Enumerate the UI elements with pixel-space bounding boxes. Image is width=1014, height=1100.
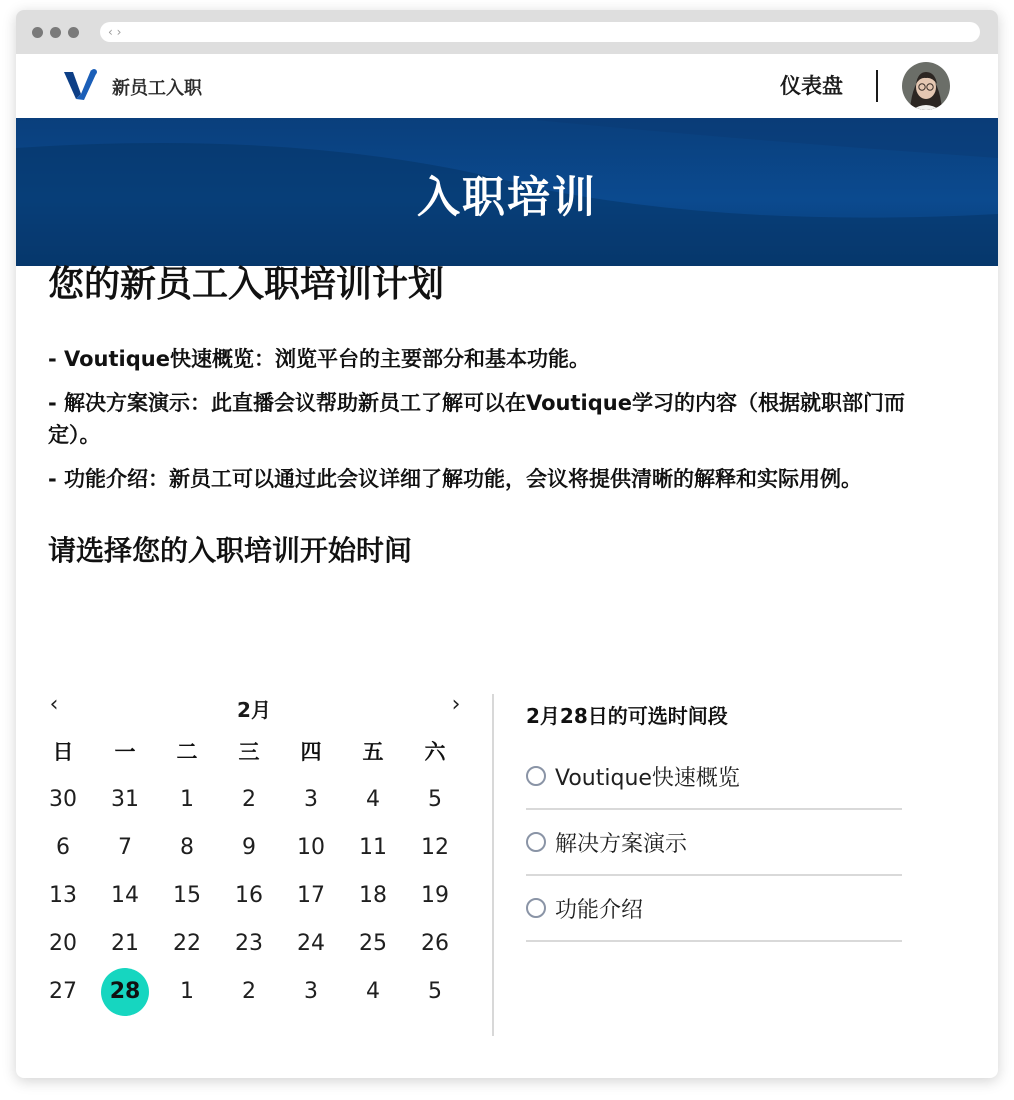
day-number: 28 bbox=[101, 968, 149, 1016]
calendar-day-selected[interactable] bbox=[94, 968, 156, 1016]
calendar-day[interactable] bbox=[280, 968, 342, 1016]
day-number: 15 bbox=[173, 883, 201, 908]
calendar bbox=[48, 688, 476, 1036]
day-number: 30 bbox=[49, 787, 77, 812]
radio-button[interactable] bbox=[526, 766, 546, 786]
day-number: 9 bbox=[242, 835, 256, 860]
calendar-day[interactable] bbox=[404, 872, 466, 920]
calendar-day[interactable] bbox=[280, 920, 342, 968]
calendar-day[interactable] bbox=[280, 872, 342, 920]
calendar-header bbox=[48, 688, 476, 728]
address-bar[interactable] bbox=[100, 22, 980, 42]
day-number: 23 bbox=[235, 931, 263, 956]
day-number: 27 bbox=[49, 979, 77, 1004]
slot-option[interactable] bbox=[526, 876, 902, 942]
calendar-day[interactable] bbox=[156, 872, 218, 920]
day-number: 24 bbox=[297, 931, 325, 956]
plan-item: - 功能介绍：新员工可以通过此会议详细了解功能，会议将提供清晰的解释和实际用例。 bbox=[48, 467, 863, 491]
page-title: 您的新员工入职培训计划 bbox=[48, 264, 445, 305]
plan-section bbox=[48, 256, 938, 569]
day-number: 22 bbox=[173, 931, 201, 956]
hero-banner bbox=[16, 118, 998, 266]
day-number: 14 bbox=[111, 883, 139, 908]
day-number: 10 bbox=[297, 835, 325, 860]
calendar-day[interactable] bbox=[156, 776, 218, 824]
calendar-day[interactable] bbox=[342, 872, 404, 920]
day-number: 20 bbox=[49, 931, 77, 956]
day-number: 31 bbox=[111, 787, 139, 812]
calendar-day[interactable] bbox=[32, 968, 94, 1016]
window-dot-icon[interactable] bbox=[68, 27, 79, 38]
top-navigation bbox=[16, 54, 998, 118]
chevron-right-icon[interactable]: › bbox=[451, 692, 461, 717]
browser-chrome bbox=[16, 10, 998, 54]
weekday-label: 三 bbox=[238, 740, 260, 764]
day-number: 13 bbox=[49, 883, 77, 908]
calendar-day[interactable] bbox=[218, 920, 280, 968]
day-number: 25 bbox=[359, 931, 387, 956]
calendar-day[interactable] bbox=[218, 776, 280, 824]
weekday-label: 日 bbox=[52, 740, 74, 764]
calendar-day[interactable] bbox=[280, 824, 342, 872]
day-number: 3 bbox=[304, 787, 318, 812]
v-logo-icon[interactable] bbox=[62, 68, 98, 102]
day-number: 1 bbox=[180, 979, 194, 1004]
window-dot-icon[interactable] bbox=[32, 27, 43, 38]
day-number: 3 bbox=[304, 979, 318, 1004]
vertical-divider bbox=[492, 694, 494, 1036]
day-number: 19 bbox=[421, 883, 449, 908]
weekday-label: 二 bbox=[176, 740, 198, 764]
time-slots bbox=[526, 700, 902, 942]
weekday-label: 六 bbox=[424, 740, 446, 764]
day-number: 2 bbox=[242, 787, 256, 812]
calendar-day[interactable] bbox=[404, 920, 466, 968]
day-number: 4 bbox=[366, 979, 380, 1004]
calendar-day[interactable] bbox=[156, 824, 218, 872]
calendar-day[interactable] bbox=[218, 824, 280, 872]
slot-option[interactable] bbox=[526, 810, 902, 876]
dashboard-link[interactable]: 仪表盘 bbox=[780, 74, 843, 98]
calendar-month: 2月 bbox=[237, 698, 271, 722]
plan-item: - 解决方案演示：此直播会议帮助新员工了解可以在Voutique学习的内容（根据就职部门而定）。 bbox=[48, 391, 905, 447]
day-number: 11 bbox=[359, 835, 387, 860]
day-number: 2 bbox=[242, 979, 256, 1004]
weekday-label: 一 bbox=[114, 740, 136, 764]
nav-divider bbox=[876, 70, 878, 102]
calendar-day[interactable] bbox=[94, 824, 156, 872]
schedule-title: 请选择您的入职培训开始时间 bbox=[48, 534, 413, 567]
radio-button[interactable] bbox=[526, 898, 546, 918]
back-forward-icon[interactable]: ‹ › bbox=[108, 25, 122, 39]
day-number: 12 bbox=[421, 835, 449, 860]
day-number: 6 bbox=[56, 835, 70, 860]
calendar-day[interactable] bbox=[94, 776, 156, 824]
day-number: 5 bbox=[428, 787, 442, 812]
day-number: 16 bbox=[235, 883, 263, 908]
chevron-left-icon[interactable]: ‹ bbox=[49, 692, 59, 717]
calendar-day[interactable] bbox=[32, 776, 94, 824]
calendar-day[interactable] bbox=[32, 920, 94, 968]
day-number: 17 bbox=[297, 883, 325, 908]
hero-title: 入职培训 bbox=[417, 173, 597, 223]
calendar-day[interactable] bbox=[94, 872, 156, 920]
calendar-day[interactable] bbox=[156, 968, 218, 1016]
radio-button[interactable] bbox=[526, 832, 546, 852]
slot-label: 解决方案演示 bbox=[555, 831, 688, 857]
plan-item: - Voutique快速概览：浏览平台的主要部分和基本功能。 bbox=[48, 347, 590, 371]
window-dot-icon[interactable] bbox=[50, 27, 61, 38]
day-number: 8 bbox=[180, 835, 194, 860]
day-number: 26 bbox=[421, 931, 449, 956]
slots-title: 2月28日的可选时间段 bbox=[526, 704, 728, 728]
calendar-day[interactable] bbox=[342, 920, 404, 968]
calendar-day[interactable] bbox=[32, 872, 94, 920]
slot-label: 功能介绍 bbox=[555, 897, 644, 923]
calendar-day[interactable] bbox=[218, 968, 280, 1016]
calendar-day[interactable] bbox=[94, 920, 156, 968]
slot-label: Voutique快速概览 bbox=[555, 765, 740, 791]
calendar-grid bbox=[32, 728, 476, 1016]
calendar-day[interactable] bbox=[404, 776, 466, 824]
calendar-day[interactable] bbox=[342, 776, 404, 824]
calendar-day[interactable] bbox=[404, 968, 466, 1016]
day-number: 7 bbox=[118, 835, 132, 860]
calendar-day[interactable] bbox=[342, 824, 404, 872]
calendar-day[interactable] bbox=[218, 872, 280, 920]
calendar-day[interactable] bbox=[32, 824, 94, 872]
day-number: 4 bbox=[366, 787, 380, 812]
calendar-day[interactable] bbox=[342, 968, 404, 1016]
user-avatar[interactable] bbox=[902, 62, 950, 110]
day-number: 21 bbox=[111, 931, 139, 956]
calendar-day[interactable] bbox=[156, 920, 218, 968]
slot-option[interactable] bbox=[526, 744, 902, 810]
brand-name[interactable]: 新员工入职 bbox=[112, 78, 202, 99]
day-number: 5 bbox=[428, 979, 442, 1004]
calendar-day[interactable] bbox=[280, 776, 342, 824]
calendar-day[interactable] bbox=[404, 824, 466, 872]
weekday-label: 四 bbox=[300, 740, 322, 764]
day-number: 18 bbox=[359, 883, 387, 908]
day-number: 1 bbox=[180, 787, 194, 812]
plan-list bbox=[48, 343, 938, 495]
weekday-label: 五 bbox=[362, 740, 384, 764]
